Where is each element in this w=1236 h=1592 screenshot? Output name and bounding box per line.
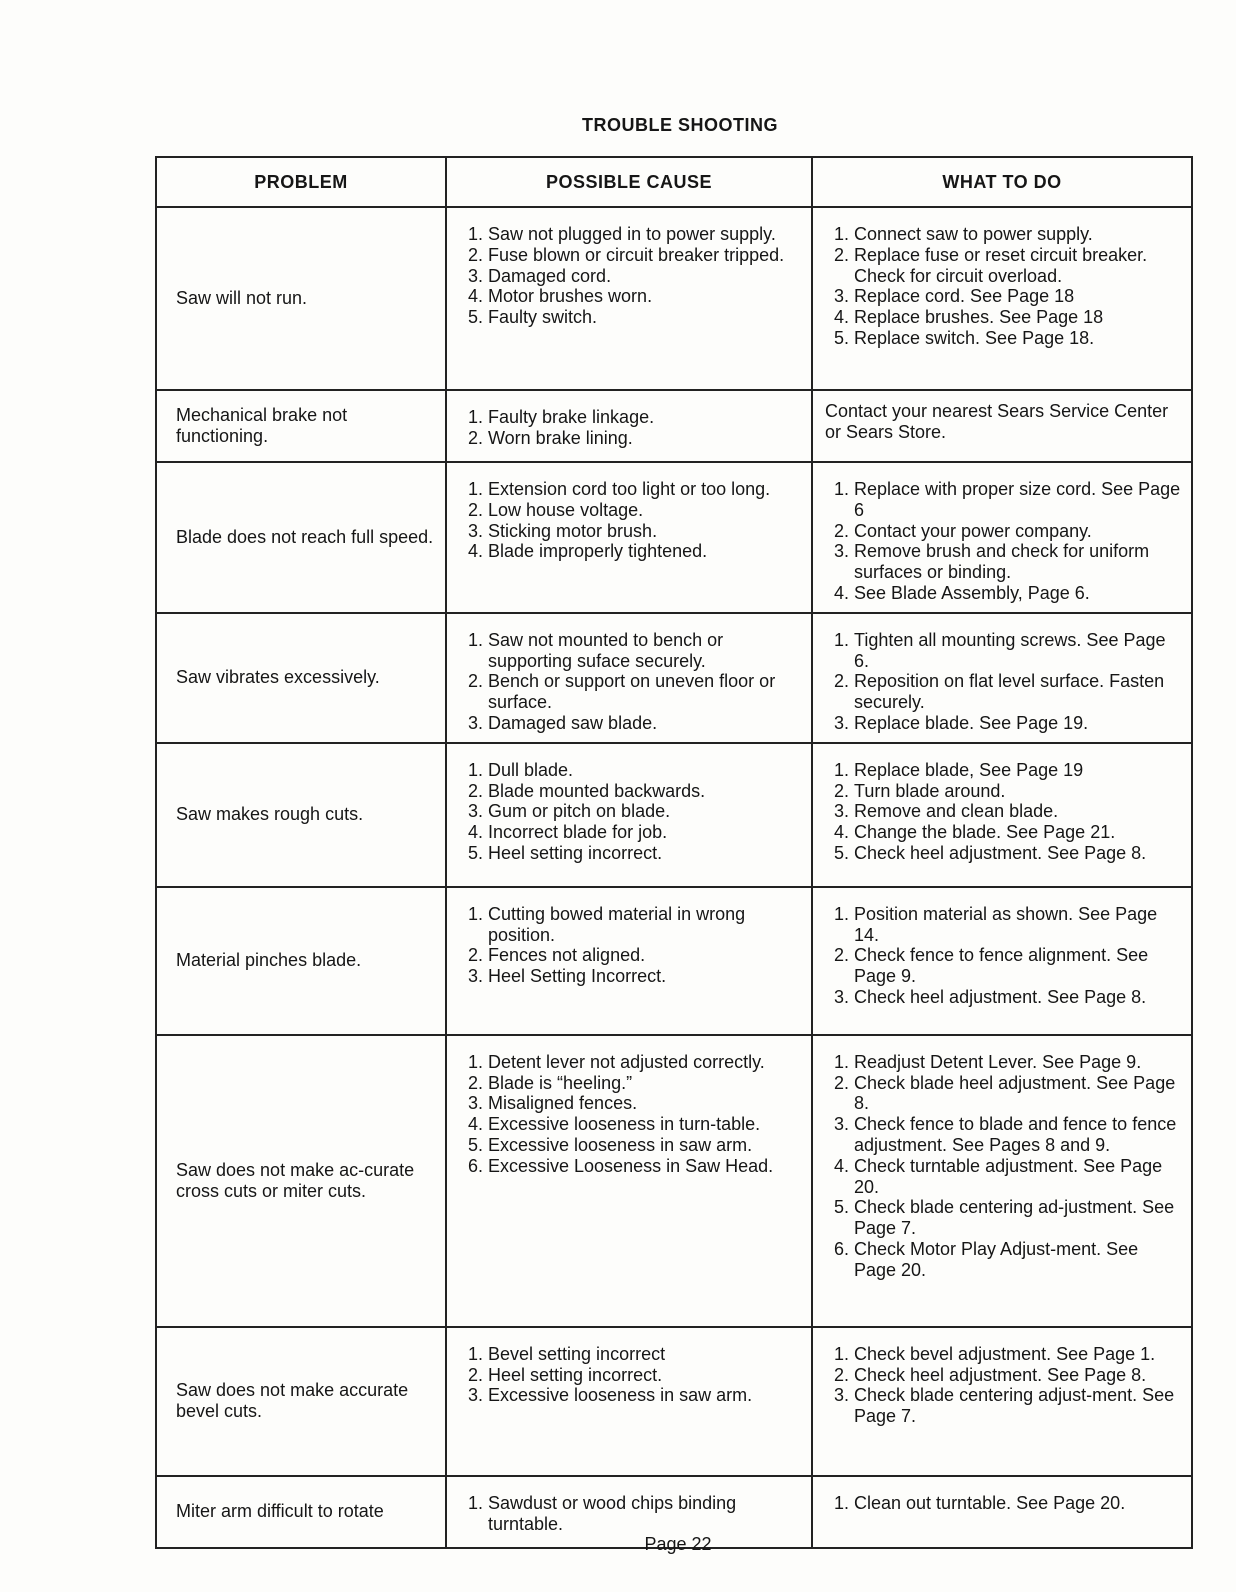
problem-cell: Saw vibrates excessively. [156, 613, 446, 743]
cause-cell [446, 390, 812, 462]
list-item [459, 966, 803, 987]
item-number: 3. [833, 1114, 849, 1135]
item-number: 2. [833, 520, 849, 541]
list-item [825, 1073, 1183, 1115]
list-item [825, 1365, 1183, 1386]
item-number: 5. [833, 327, 849, 348]
list-item [825, 583, 1183, 604]
cause-cell [446, 1035, 812, 1327]
list-item [459, 781, 803, 802]
item-number: 2. [833, 1072, 849, 1093]
item-text: Remove and clean blade. [854, 801, 1059, 822]
list-item [459, 801, 803, 822]
item-text: Blade is “heeling.” [488, 1072, 633, 1093]
list-item [459, 307, 803, 328]
item-number: 2. [467, 1364, 483, 1385]
list-item [825, 1197, 1183, 1239]
item-number: 1. [467, 629, 483, 650]
item-text: Sawdust or wood chips binding turntable. [488, 1492, 737, 1534]
action-cell [812, 887, 1192, 1035]
item-number: 1. [833, 629, 849, 650]
item-number: 2. [833, 780, 849, 801]
table-row [156, 887, 1192, 1035]
action-cell [812, 390, 1192, 462]
troubleshooting-table [155, 156, 1193, 1549]
list-item [459, 266, 803, 287]
list-item [459, 945, 803, 966]
item-number: 3. [467, 801, 483, 822]
item-number: 3. [833, 986, 849, 1007]
problem-cell: Saw will not run. [156, 207, 446, 390]
list-item [825, 630, 1183, 672]
item-number: 2. [833, 671, 849, 692]
item-number: 5. [467, 1134, 483, 1155]
list-item [459, 713, 803, 734]
item-text: Check blade centering adjust-ment. See Page 7. [854, 1385, 1175, 1427]
list-item [825, 1114, 1183, 1156]
cause-cell-list [447, 744, 811, 872]
table-row [156, 462, 1192, 613]
list-item [459, 671, 803, 713]
item-text: Excessive looseness in saw arm. [488, 1134, 753, 1155]
list-item [825, 713, 1183, 734]
item-text: Damaged saw blade. [488, 712, 658, 733]
list-item [459, 1493, 803, 1535]
action-cell-list [813, 1477, 1191, 1522]
item-number: 3. [833, 1385, 849, 1406]
action-cell-list [813, 463, 1191, 612]
item-text: Detent lever not adjusted correctly. [488, 1051, 765, 1072]
item-text: Heel setting incorrect. [488, 842, 663, 863]
item-text: Check bevel adjustment. See Page 1. [854, 1343, 1156, 1364]
item-number: 3. [467, 520, 483, 541]
item-text: Faulty brake linkage. [488, 407, 655, 427]
action-cell-list [813, 1036, 1191, 1289]
item-number: 2. [467, 671, 483, 692]
cause-cell-list [447, 463, 811, 570]
item-text: Blade mounted backwards. [488, 780, 706, 801]
item-number: 2. [467, 427, 483, 448]
item-text: Check blade heel adjustment. See Page 8. [854, 1072, 1176, 1114]
list-item [459, 479, 803, 500]
item-text: Extension cord too light or too long. [488, 479, 771, 499]
item-text: Change the blade. See Page 21. [854, 822, 1116, 843]
item-number: 3. [467, 966, 483, 987]
cause-cell-list [447, 1477, 811, 1543]
list-item [459, 843, 803, 864]
header-what-to-do: WHAT TO DO [812, 157, 1192, 207]
item-text: Check fence to fence alignment. See Page 9. [854, 945, 1149, 987]
item-text: Check heel adjustment. See Page 8. [854, 842, 1147, 863]
item-text: Contact your power company. [854, 520, 1092, 541]
cause-cell-list [447, 888, 811, 995]
table-row [156, 390, 1192, 462]
header-problem: PROBLEM [156, 157, 446, 207]
list-item [825, 328, 1183, 349]
cause-cell [446, 613, 812, 743]
item-number: 3. [467, 1093, 483, 1114]
table-row [156, 743, 1192, 887]
item-text: Replace switch. See Page 18. [854, 327, 1095, 348]
list-item [459, 541, 803, 562]
item-number: 4. [833, 822, 849, 843]
list-item [825, 1344, 1183, 1365]
problem-cell: Miter arm difficult to rotate [156, 1476, 446, 1548]
list-item [459, 1135, 803, 1156]
action-cell-list [813, 208, 1191, 357]
list-item [459, 1073, 803, 1094]
cause-cell [446, 743, 812, 887]
problem-cell: Material pinches blade. [156, 887, 446, 1035]
table-body [156, 207, 1192, 1548]
item-text: Dull blade. [488, 759, 574, 780]
item-text: Excessive Looseness in Saw Head. [488, 1155, 774, 1176]
item-number: 4. [467, 1114, 483, 1135]
item-number: 1. [467, 759, 483, 780]
item-number: 2. [467, 945, 483, 966]
list-item [825, 904, 1183, 946]
action-cell-list [813, 888, 1191, 1016]
table-row [156, 207, 1192, 390]
list-item [459, 1114, 803, 1135]
item-text: Cutting bowed material in wrong position. [488, 903, 746, 945]
cause-cell [446, 887, 812, 1035]
list-item [825, 541, 1183, 583]
item-number: 2. [467, 244, 483, 265]
action-cell [812, 462, 1192, 613]
cause-cell-list [447, 1328, 811, 1414]
item-text: Incorrect blade for job. [488, 822, 668, 843]
item-number: 2. [833, 1364, 849, 1385]
item-number: 1. [467, 903, 483, 924]
item-text: Worn brake lining. [488, 427, 633, 448]
problem-cell: Saw does not make ac-curate cross cuts or miter cuts. [156, 1035, 446, 1327]
list-item [825, 671, 1183, 713]
item-number: 6. [467, 1155, 483, 1176]
item-number: 2. [833, 244, 849, 265]
item-number: 1. [467, 1492, 483, 1513]
item-number: 4. [467, 541, 483, 562]
list-item [459, 760, 803, 781]
item-number: 3. [467, 1385, 483, 1406]
item-number: 4. [467, 286, 483, 307]
item-text: Check turntable adjustment. See Page 20. [854, 1155, 1163, 1197]
list-item [459, 630, 803, 672]
item-text: Remove brush and check for uniform surfaces or binding. [854, 541, 1150, 583]
item-text: Check fence to blade and fence to fence adjustment. See Pages 8 and 9. [854, 1114, 1177, 1155]
list-item [459, 500, 803, 521]
item-text: Bevel setting incorrect [488, 1343, 666, 1364]
item-number: 3. [833, 286, 849, 307]
item-text: Heel setting incorrect. [488, 1364, 663, 1385]
list-item [825, 245, 1183, 287]
item-number: 6. [833, 1238, 849, 1259]
list-item [459, 1365, 803, 1386]
list-item [825, 1493, 1183, 1514]
item-text: Heel Setting Incorrect. [488, 966, 667, 987]
item-number: 4. [833, 1155, 849, 1176]
list-item [459, 904, 803, 946]
cause-cell [446, 1327, 812, 1476]
list-item [825, 479, 1183, 521]
list-item [459, 224, 803, 245]
list-item [459, 1052, 803, 1073]
list-item [459, 1344, 803, 1365]
item-text: Check heel adjustment. See Page 8. [854, 1364, 1147, 1385]
list-item [825, 1052, 1183, 1073]
table-row [156, 1035, 1192, 1327]
item-text: Excessive looseness in saw arm. [488, 1385, 753, 1406]
item-number: 1. [833, 1343, 849, 1364]
list-item [825, 1156, 1183, 1198]
action-cell-list [813, 1328, 1191, 1435]
table-row [156, 613, 1192, 743]
item-text: Blade improperly tightened. [488, 541, 708, 562]
list-item [459, 407, 803, 428]
list-item [459, 521, 803, 542]
item-number: 3. [833, 712, 849, 733]
item-number: 1. [833, 1051, 849, 1072]
list-item [825, 843, 1183, 864]
item-text: Reposition on flat level surface. Fasten securely. [854, 671, 1165, 713]
item-text: Misaligned fences. [488, 1093, 638, 1114]
list-item [825, 1385, 1183, 1427]
item-text: Sticking motor brush. [488, 520, 658, 541]
table-header-row [156, 157, 1192, 207]
cause-cell-list [447, 1036, 811, 1185]
item-text: Readjust Detent Lever. See Page 9. [854, 1051, 1142, 1072]
item-text: Damaged cord. [488, 265, 612, 286]
item-number: 3. [833, 541, 849, 562]
cause-cell [446, 462, 812, 613]
list-item [825, 1239, 1183, 1281]
item-number: 5. [833, 842, 849, 863]
action-cell-list [813, 744, 1191, 872]
item-number: 5. [467, 842, 483, 863]
item-text: Check blade centering ad-justment. See Page 7. [854, 1197, 1175, 1239]
item-text: Replace with proper size cord. See Page 6 [854, 479, 1181, 520]
item-number: 1. [467, 1051, 483, 1072]
cause-cell-list [447, 391, 811, 457]
list-item [825, 760, 1183, 781]
item-text: Gum or pitch on blade. [488, 801, 671, 822]
item-number: 1. [467, 224, 483, 244]
item-number: 4. [833, 582, 849, 603]
problem-cell: Saw makes rough cuts. [156, 743, 446, 887]
item-text: Low house voltage. [488, 499, 644, 520]
item-number: 2. [467, 1072, 483, 1093]
item-text: Turn blade around. [854, 780, 1006, 801]
item-text: Replace fuse or reset circuit breaker. Check for circuit overload. [854, 244, 1148, 286]
item-number: 5. [833, 1197, 849, 1218]
item-text: See Blade Assembly, Page 6. [854, 582, 1090, 603]
list-item [825, 987, 1183, 1008]
action-cell [812, 1035, 1192, 1327]
action-cell-list [813, 614, 1191, 742]
action-cell [812, 207, 1192, 390]
item-text: Bench or support on uneven floor or surface. [488, 671, 776, 713]
list-item [459, 822, 803, 843]
item-number: 2. [833, 945, 849, 966]
item-number: 4. [833, 307, 849, 328]
action-cell [812, 1327, 1192, 1476]
item-text: Replace cord. See Page 18 [854, 286, 1075, 307]
item-number: 2. [467, 780, 483, 801]
list-item [825, 781, 1183, 802]
item-number: 3. [833, 801, 849, 822]
list-item [825, 945, 1183, 987]
item-text: Position material as shown. See Page 14. [854, 903, 1158, 945]
problem-cell: Mechanical brake not functioning. [156, 390, 446, 462]
list-item [459, 1093, 803, 1114]
item-number: 1. [833, 903, 849, 924]
list-item [459, 245, 803, 266]
item-text: Replace blade. See Page 19. [854, 712, 1089, 733]
cause-cell [446, 207, 812, 390]
item-text: Fences not aligned. [488, 945, 646, 966]
item-text: Replace brushes. See Page 18 [854, 307, 1104, 328]
list-item [459, 286, 803, 307]
list-item [825, 521, 1183, 542]
list-item [459, 428, 803, 449]
list-item [825, 801, 1183, 822]
item-number: 1. [833, 479, 849, 499]
item-text: Faulty switch. [488, 307, 598, 328]
item-text: Excessive looseness in turn-table. [488, 1114, 761, 1135]
item-text: Check Motor Play Adjust-ment. See Page 20. [854, 1238, 1139, 1280]
list-item [825, 224, 1183, 245]
action-text: Contact your nearest Sears Service Center or Sears Store. [825, 401, 1169, 442]
item-number: 2. [467, 499, 483, 520]
list-item [825, 822, 1183, 843]
item-number: 1. [467, 407, 483, 427]
action-cell [812, 613, 1192, 743]
page-title: TROUBLE SHOOTING [582, 115, 778, 135]
item-number: 1. [833, 759, 849, 780]
item-number: 3. [467, 265, 483, 286]
cause-cell-list [447, 614, 811, 742]
item-text: Fuse blown or circuit breaker tripped. [488, 244, 785, 265]
item-number: 1. [467, 1343, 483, 1364]
item-number: 1. [833, 1492, 849, 1513]
item-number: 4. [467, 822, 483, 843]
cause-cell-list [447, 208, 811, 336]
list-item [825, 307, 1183, 328]
problem-cell: Saw does not make accurate bevel cuts. [156, 1327, 446, 1476]
item-number: 5. [467, 307, 483, 328]
list-item [825, 286, 1183, 307]
item-text: Saw not plugged in to power supply. [488, 224, 776, 244]
item-number: 3. [467, 712, 483, 733]
item-text: Replace blade, See Page 19 [854, 759, 1084, 780]
page-number: Page 22 [644, 1534, 712, 1554]
item-text: Motor brushes worn. [488, 286, 653, 307]
item-text: Connect saw to power supply. [854, 224, 1093, 244]
list-item [459, 1385, 803, 1406]
problem-cell: Blade does not reach full speed. [156, 462, 446, 613]
header-possible-cause: POSSIBLE CAUSE [446, 157, 812, 207]
list-item [459, 1156, 803, 1177]
item-text: Tighten all mounting screws. See Page 6. [854, 629, 1166, 671]
item-number: 1. [833, 224, 849, 244]
item-text: Check heel adjustment. See Page 8. [854, 986, 1147, 1007]
item-number: 1. [467, 479, 483, 499]
item-text: Saw not mounted to bench or supporting suface securely. [488, 629, 724, 671]
item-text: Clean out turntable. See Page 20. [854, 1492, 1126, 1513]
table-row [156, 1327, 1192, 1476]
action-cell [812, 743, 1192, 887]
